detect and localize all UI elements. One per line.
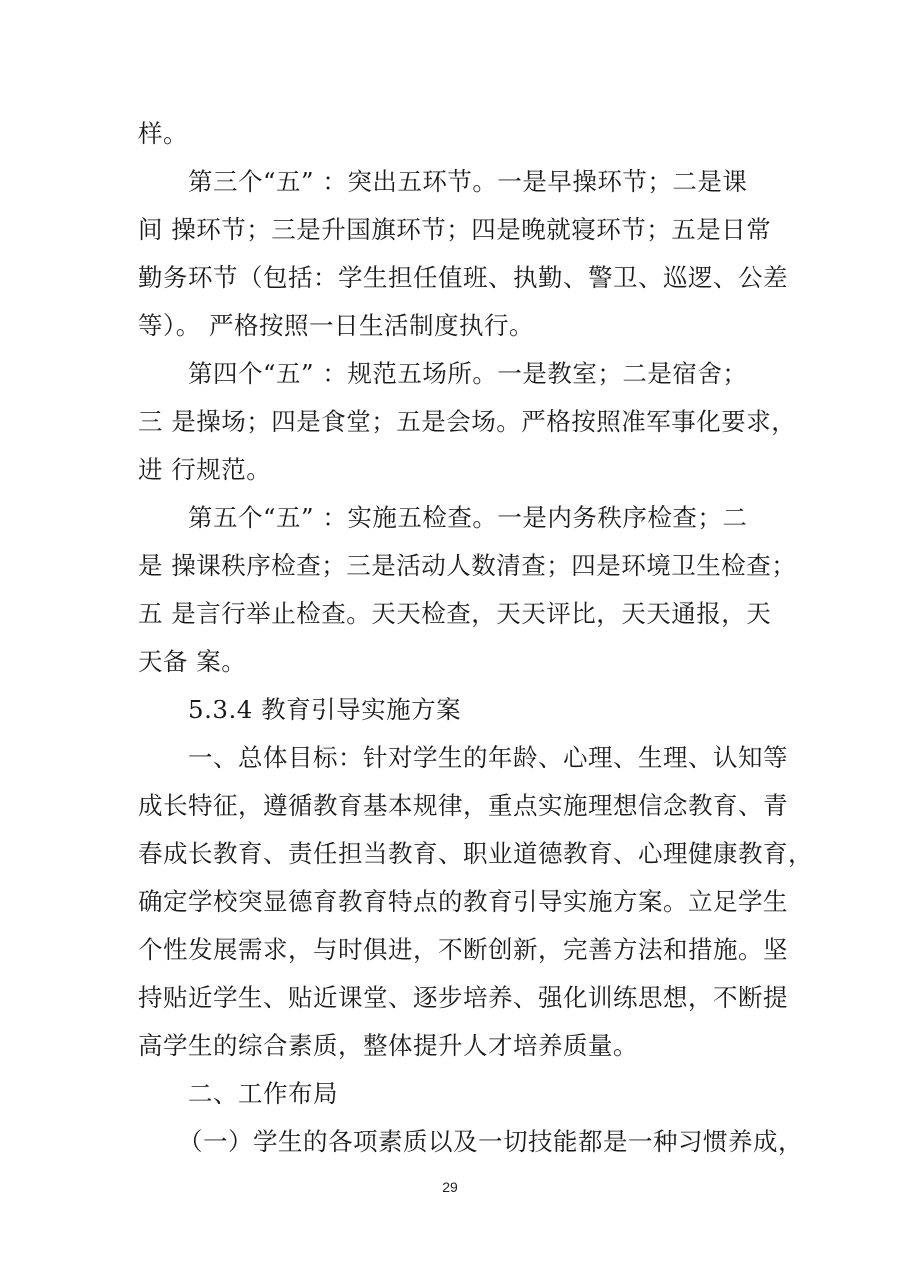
text-line: 间 操环节；三是升国旗环节；四是晚就寝环节；五是日常 [138, 215, 772, 244]
text-line: 成长特征，遵循教育基本规律，重点实施理想信念教育、青 [138, 791, 788, 820]
text-line: 勤务环节（包括：学生担任值班、执勤、警卫、巡逻、公差 [138, 263, 788, 292]
text-line: 是 操课秩序检查；三是活动人数清查；四是环境卫生检查； [138, 551, 797, 580]
text-line: 个性发展需求，与时俱进，不断创新，完善方法和措施。坚 [138, 935, 788, 964]
page-number: 29 [442, 1179, 458, 1195]
text-line: 持贴近学生、贴近课堂、逐步培养、强化训练思想，不断提 [138, 983, 788, 1012]
text-line: 二、工作布局 [188, 1079, 338, 1108]
text-line: 天备 案。 [138, 647, 247, 676]
text-line: （一）学生的各项素质以及一切技能都是一种习惯养成， [178, 1127, 803, 1156]
text-line: 五 是言行举止检查。天天检查，天天评比，天天通报，天 [138, 599, 772, 628]
text-line: 春成长教育、责任担当教育、职业道德教育、心理健康教育， [138, 839, 813, 868]
text-line: 等）。 严格按照一日生活制度执行。 [138, 311, 535, 340]
text-line: 一、总体目标：针对学生的年龄、心理、生理、认知等 [188, 743, 788, 772]
text-line: 第三个“五” ：突出五环节。一是早操环节；二是课 [188, 167, 748, 196]
text-line: 高学生的综合素质，整体提升人才培养质量。 [138, 1031, 638, 1060]
text-line: 第四个“五” ：规范五场所。一是教室；二是宿舍； [188, 359, 748, 388]
text-line: 进 行规范。 [138, 455, 272, 484]
text-line: 第五个“五” ：实施五检查。一是内务秩序检查；二 [188, 503, 748, 532]
text-line: 确定学校突显德育教育特点的教育引导实施方案。立足学生 [138, 887, 788, 916]
text-line: 三 是操场；四是食堂；五是会场。严格按照准军事化要求， [138, 407, 797, 436]
section-heading: 5.3.4 教育引导实施方案 [188, 695, 462, 724]
text-line: 样。 [138, 119, 188, 148]
